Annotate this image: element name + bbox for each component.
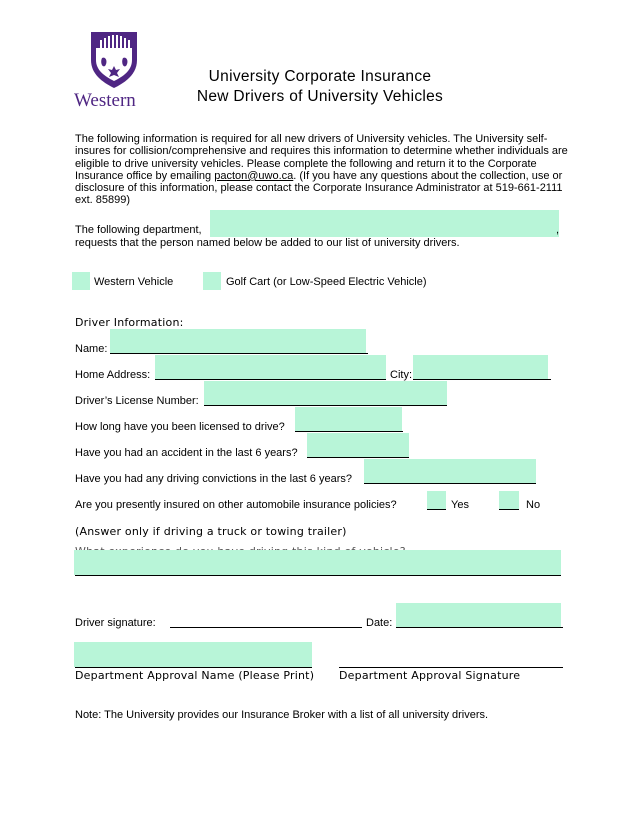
address-underline xyxy=(155,379,386,380)
intro-text-end: . (If you have any questions about the collection, use or disclosure of this information, please contact the Corporate Insurance Administrator at 519-661-2111 ext. 85899) xyxy=(75,169,563,207)
no-underline xyxy=(499,509,519,510)
accident-field[interactable] xyxy=(307,433,409,457)
no-label: No xyxy=(526,499,541,511)
driver-signature-label: Driver signature: xyxy=(75,617,156,629)
golf-cart-label: Golf Cart (or Low-Speed Electric Vehicle) xyxy=(226,276,427,288)
insured-label: Are you presently insured on other automobile insurance policies? xyxy=(75,499,397,511)
form-title: University Corporate Insurance xyxy=(208,68,432,85)
name-field[interactable] xyxy=(110,329,366,353)
email-link[interactable]: pacton@uwo.ca xyxy=(214,169,294,182)
convictions-label: Have you had any driving convictions in the last 6 years? xyxy=(75,473,352,485)
license-label: Driver’s License Number: xyxy=(75,395,199,407)
western-vehicle-checkbox[interactable] xyxy=(72,272,90,290)
date-label: Date: xyxy=(366,617,393,629)
intro-text: The following information is required for all new drivers of University vehicles. The University self-insures for collision/comprehensive and requires this information to determine whether individuals are eligible to drive university vehicles. Please complete the following and return it to the Corporate Insurance office by emailing xyxy=(75,133,568,182)
address-label: Home Address: xyxy=(75,369,151,381)
western-logo xyxy=(74,30,154,112)
name-label: Name: xyxy=(75,343,108,355)
city-field[interactable] xyxy=(413,355,548,379)
date-underline xyxy=(396,627,563,628)
experience-underline xyxy=(75,575,561,576)
address-field[interactable] xyxy=(155,355,386,379)
city-label: City: xyxy=(390,369,412,381)
footer-note: Note: The University provides our Insurance Broker with a list of all university drivers. xyxy=(75,709,489,721)
insured-yes-field[interactable] xyxy=(427,491,446,509)
dept-approval-name-label: Department Approval Name (Please Print) xyxy=(75,669,315,682)
logo-wordmark: Western xyxy=(74,90,136,111)
dept-approval-name-underline xyxy=(75,667,312,668)
dept-approval-name-field[interactable] xyxy=(74,642,312,667)
licensed-duration-underline xyxy=(295,431,403,432)
driver-signature-underline xyxy=(170,627,362,628)
date-field[interactable] xyxy=(396,603,561,627)
accident-label: Have you had an accident in the last 6 years? xyxy=(75,447,298,459)
license-field[interactable] xyxy=(204,381,447,405)
experience-field[interactable] xyxy=(74,550,561,575)
insured-no-field[interactable] xyxy=(499,491,519,509)
western-crest-icon xyxy=(74,30,154,90)
accident-underline xyxy=(307,457,409,458)
golf-cart-checkbox[interactable] xyxy=(203,272,221,290)
dept-approval-signature-label: Department Approval Signature xyxy=(339,669,521,682)
name-underline xyxy=(110,353,368,354)
city-underline xyxy=(413,379,551,380)
convictions-underline xyxy=(364,483,536,484)
licensed-duration-field[interactable] xyxy=(295,407,402,431)
convictions-field[interactable] xyxy=(364,459,536,483)
dept-approval-signature-underline xyxy=(339,667,563,668)
department-prefix: The following department, xyxy=(75,224,202,236)
western-vehicle-label: Western Vehicle xyxy=(94,276,174,288)
form-subtitle: New Drivers of University Vehicles xyxy=(196,88,444,105)
department-line2: requests that the person named below be added to our list of university drivers. xyxy=(75,237,460,249)
driver-section-title: Driver Information: xyxy=(75,316,184,329)
license-underline xyxy=(204,405,447,406)
intro-paragraph xyxy=(75,133,575,207)
truck-note: (Answer only if driving a truck or towing trailer) xyxy=(75,525,347,538)
department-field[interactable] xyxy=(210,210,559,237)
licensed-duration-label: How long have you been licensed to drive? xyxy=(75,421,285,433)
yes-label: Yes xyxy=(451,499,469,511)
yes-underline xyxy=(427,509,446,510)
department-suffix: , xyxy=(556,224,560,236)
